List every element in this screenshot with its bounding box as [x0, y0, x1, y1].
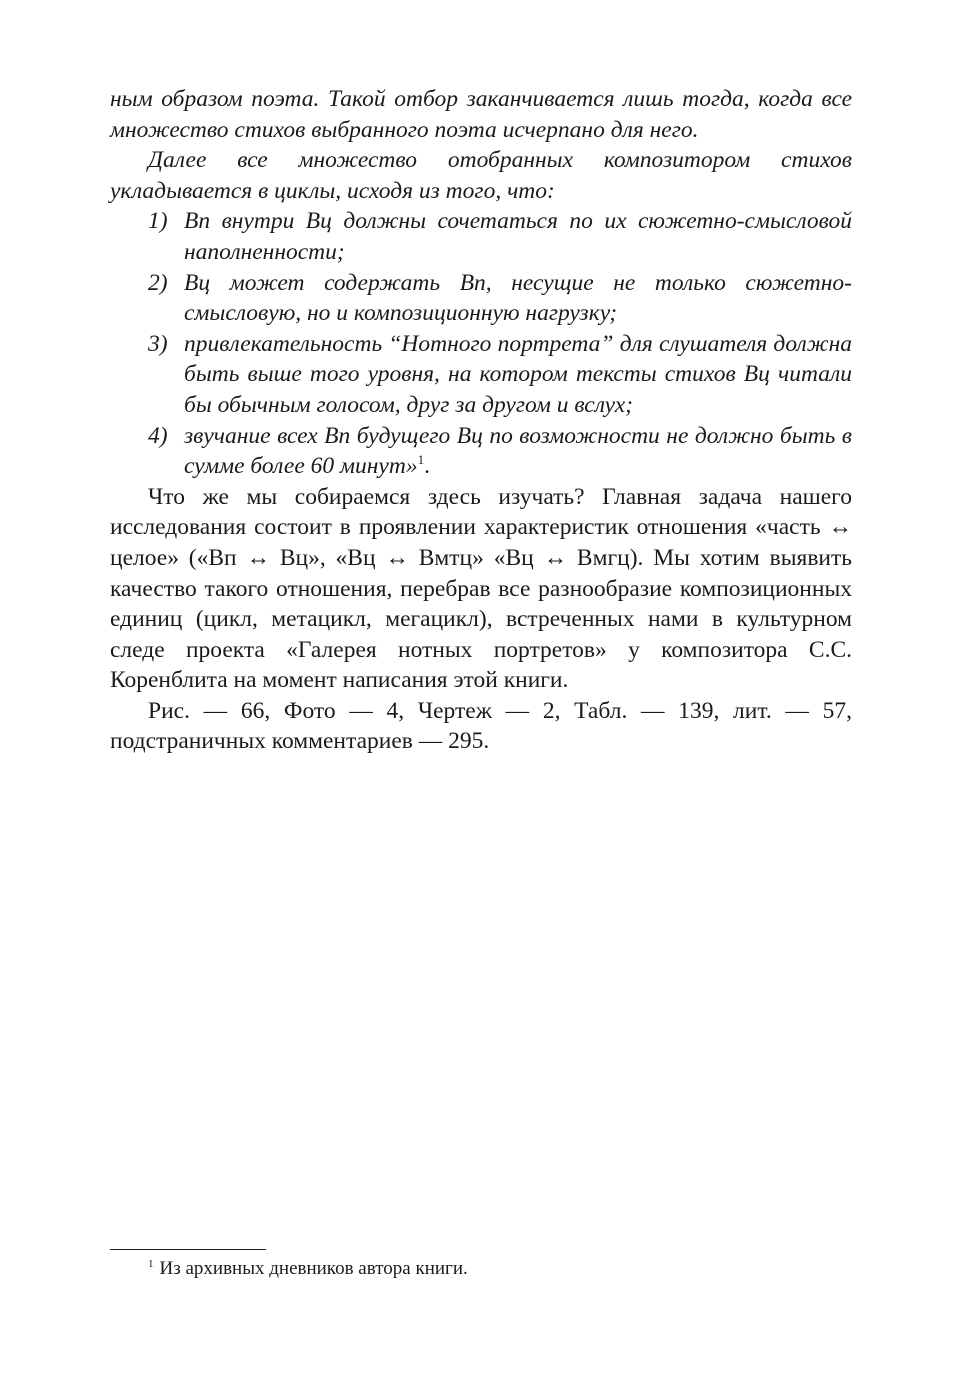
paragraph-statistics: Рис. — 66, Фото — 4, Чертеж — 2, Табл. — 139, лит. — 57, подстраничных комментариев — 295.	[110, 697, 852, 755]
list-item-number: 3)	[148, 330, 168, 357]
list-item	[110, 329, 852, 421]
footnote-separator	[110, 1249, 266, 1250]
list-item-text: Вп внутри Вц должны сочетаться по их сюжетно-смысловой наполненности;	[184, 208, 852, 265]
list-item	[110, 206, 852, 267]
footnote	[148, 1257, 468, 1281]
list-item-trailing: .	[424, 453, 430, 480]
conditions-list	[110, 206, 852, 481]
list-item-number: 1)	[148, 208, 168, 235]
footnote-text: Из архивных дневников автора книги.	[159, 1258, 468, 1279]
list-item-text: Вц может содержать Вп, несущие не только сюжетно-смысловую, но и композиционную нагрузку;	[184, 269, 852, 327]
paragraph-intro-list: Далее все множество отобранных композитором стихов укладывается в циклы, исходя из того, что:	[110, 147, 852, 204]
footnote-reference: 1	[417, 452, 425, 468]
list-item	[110, 421, 852, 482]
list-item-text: звучание всех Вп будущего Вц по возможности не должно быть в сумме более 60 минут»	[184, 422, 852, 480]
list-item	[110, 268, 852, 329]
list-item-number: 4)	[148, 422, 168, 449]
footnote-mark: 1	[148, 1257, 154, 1270]
paragraph-research-goal: Что же мы собираемся здесь изучать? Главная задача нашего исследования состоит в проявлении характеристик отношения «часть ↔ целое» («Вп ↔ Вц», «Вц ↔ Вмтц» «Вц ↔ Вмгц). Мы хотим выявить качество такого отношения, перебрав все разнообразие композиционных единиц (цикл, метацикл, мегацикл), встреченных нами в культурном следе проекта «Галерея нотных портретов» у композитора С.С. Коренблита на момент написания этой книги.	[110, 483, 852, 694]
list-item-text: привлекательность “Нотного портрета” для слушателя должна быть выше того уровня, на котором тексты стихов Вц читали бы обычным голосом, друг за другом и вслух;	[184, 330, 852, 418]
list-item-number: 2)	[148, 269, 168, 296]
page-body	[110, 84, 852, 757]
paragraph-continuation: ным образом поэта. Такой отбор заканчивается лишь тогда, когда все множество стихов выбранного поэта исчерпано для него.	[110, 86, 852, 143]
